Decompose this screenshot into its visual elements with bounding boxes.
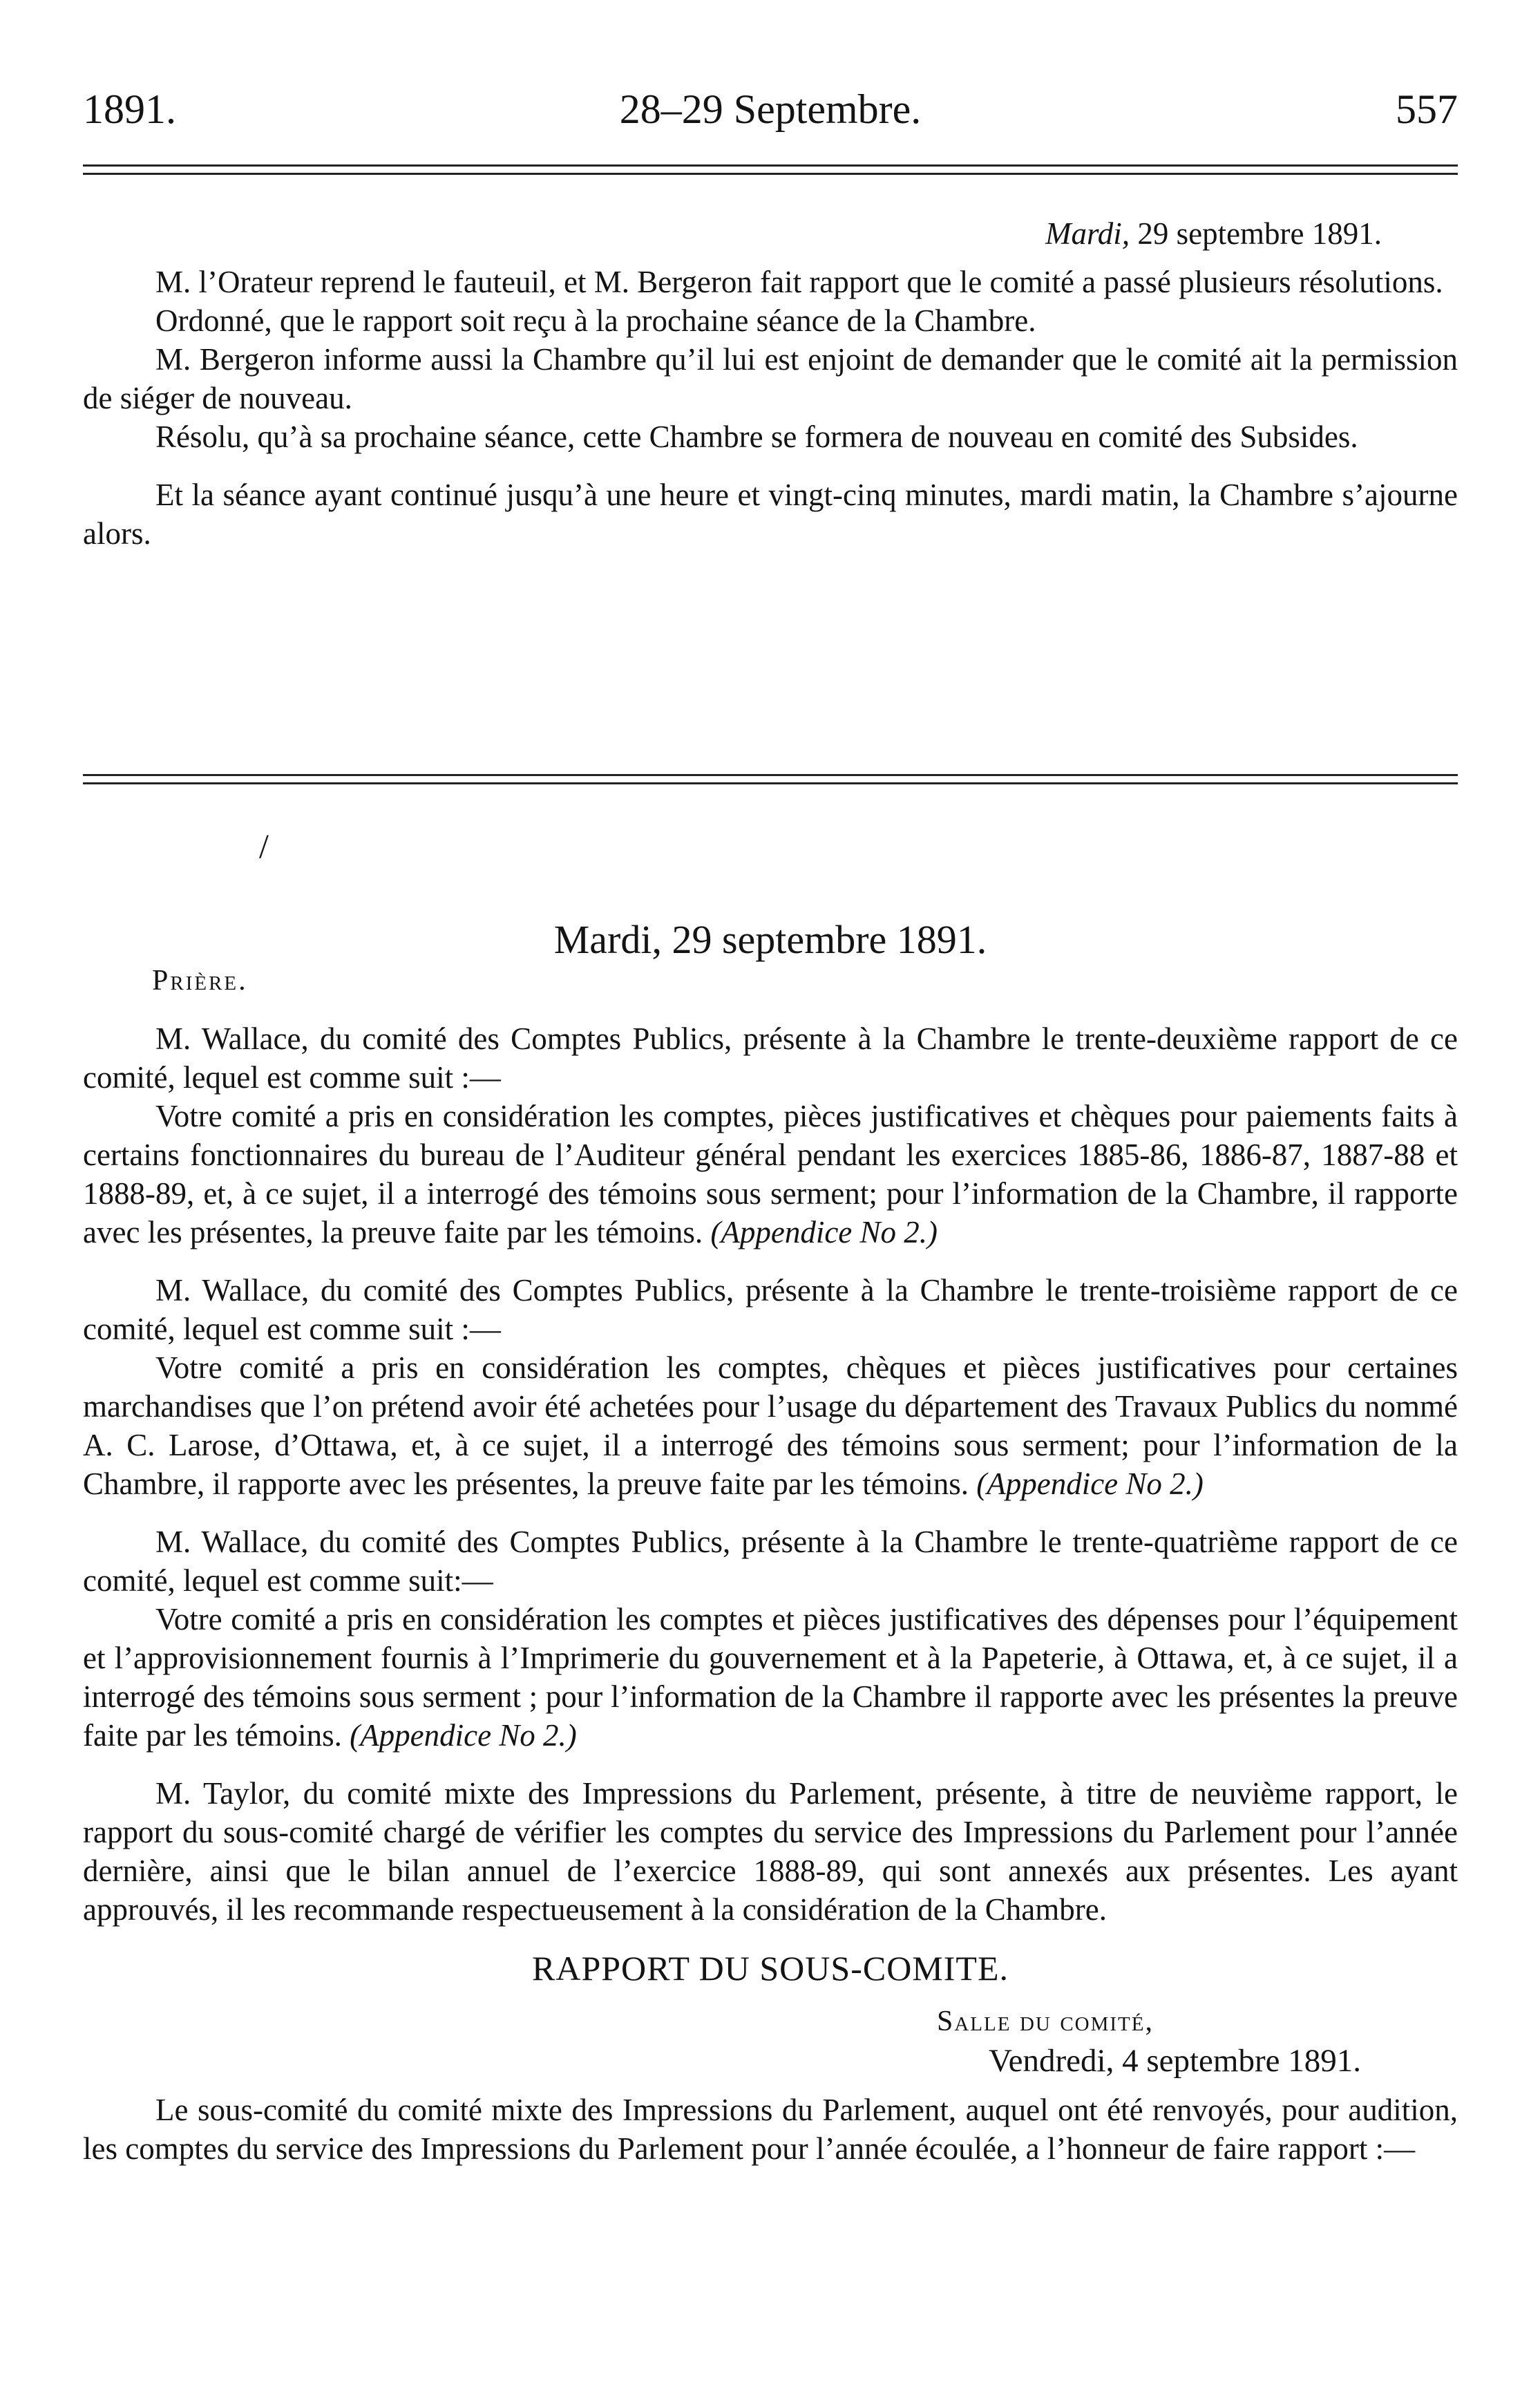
paragraph: M. Taylor, du comité mixte des Impressions du Parlement, présente, à titre de neuvième rapport, le rapport du sous-comité chargé de vérifier les comptes du service des Impressions du Parlement pour l’année dernière, ainsi que le bilan annuel de l’exercice 1888-89, qui sont annexés aux présentes. Les ayant approuvés, il les recommande respectueusement à la considération de la Chambre.: [83, 1776, 1458, 1927]
stray-mark: /: [259, 827, 269, 865]
appendix-ref: (Appendice No 2.): [976, 1466, 1204, 1501]
dateline-day: Mardi,: [1045, 216, 1130, 251]
section1-dateline: [83, 214, 1458, 253]
paragraph: M. Wallace, du comité des Comptes Publics, présente à la Chambre le trente-deuxième rapport de ce comité, lequel est comme suit :—: [83, 1021, 1458, 1095]
priere-label: Prière.: [152, 965, 248, 997]
paragraph: Votre comité a pris en considération les comptes, pièces justificatives et chèques pour paiements faits à certains fonctionnaires du bureau de l’Auditeur général pendant les exercices 1885-86, 1886-87, 1887-88 et 1888-89, et, à ce sujet, il a interrogé des témoins sous serment; pour l’information de la Chambre, il rapporte avec les présentes, la preuve faite par les témoins. (Appendice No 2.): [83, 1099, 1458, 1249]
paragraph: Le sous-comité du comité mixte des Impressions du Parlement, auquel ont été renvoyés, pour audition, les comptes du service des Impressions du Parlement pour l’année écoulée, a l’honneur de faire rapport :—: [83, 2093, 1458, 2166]
header-rule: [83, 164, 1458, 175]
appendix-ref: (Appendice No 2.): [710, 1215, 938, 1249]
paragraph: Résolu, qu’à sa prochaine séance, cette Chambre se formera de nouveau en comité des Subsides.: [155, 419, 1358, 454]
paragraph: Votre comité a pris en considération les comptes et pièces justificatives des dépenses pour l’équipement et l’approvisionnement fournis à l’Imprimerie du gouvernement et à la Papeterie, à Ottawa, et, à ce sujet, il a interrogé des témoins sous serment ; pour l’information de la Chambre il rapporte avec les présentes la preuve faite par les témoins. (Appendice No 2.): [83, 1602, 1458, 1753]
section-rule: [83, 774, 1458, 784]
section-sitting-continued: [83, 214, 1458, 553]
rapport-title: RAPPORT DU SOUS-COMITE.: [531, 1949, 1009, 1988]
paragraph: M. Wallace, du comité des Comptes Publics, présente à la Chambre le trente-troisième rapport de ce comité, lequel est comme suit :—: [83, 1273, 1458, 1346]
paragraph: Votre comité a pris en considération les comptes, chèques et pièces justificatives pour certaines marchandises que l’on prétend avoir été achetées pour l’usage du département des Travaux Publics du nommé A. C. Larose, d’Ottawa, et, à ce sujet, il a interrogé des témoins sous serment; pour l’information de la Chambre, il rapporte avec les présentes, la preuve faite par les témoins. (Appendice No 2.): [83, 1350, 1458, 1501]
header-year: 1891.: [83, 86, 176, 132]
section-sitting: [83, 1019, 1458, 2168]
sitting-date: Mardi, 29 septembre 1891.: [553, 917, 987, 962]
paragraph: M. Wallace, du comité des Comptes Publics, présente à la Chambre le trente-quatrième rapport de ce comité, lequel est comme suit:—: [83, 1525, 1458, 1598]
header-dates: 28–29 Septembre.: [619, 86, 922, 132]
paragraph: Et la séance ayant continué jusqu’à une heure et vingt-cinq minutes, mardi matin, la Chambre s’ajourne alors.: [83, 478, 1458, 551]
running-header: [83, 82, 1458, 137]
rapport-date: Vendredi, 4 septembre 1891.: [988, 2043, 1361, 2079]
appendix-ref: (Appendice No 2.): [350, 1718, 577, 1753]
salle-du-comite: Salle du comité,: [937, 2006, 1154, 2037]
header-page-number: 557: [1396, 86, 1458, 132]
paragraph: M. l’Orateur reprend le fauteuil, et M. Bergeron fait rapport que le comité a passé plusieurs résolutions.: [155, 265, 1443, 299]
dateline-rest: 29 septembre 1891.: [1130, 216, 1382, 251]
paragraph: Ordonné, que le rapport soit reçu à la prochaine séance de la Chambre.: [155, 303, 1036, 338]
paragraph: M. Bergeron informe aussi la Chambre qu’il lui est enjoint de demander que le comité ait la permission de siéger de nouveau.: [83, 342, 1458, 415]
